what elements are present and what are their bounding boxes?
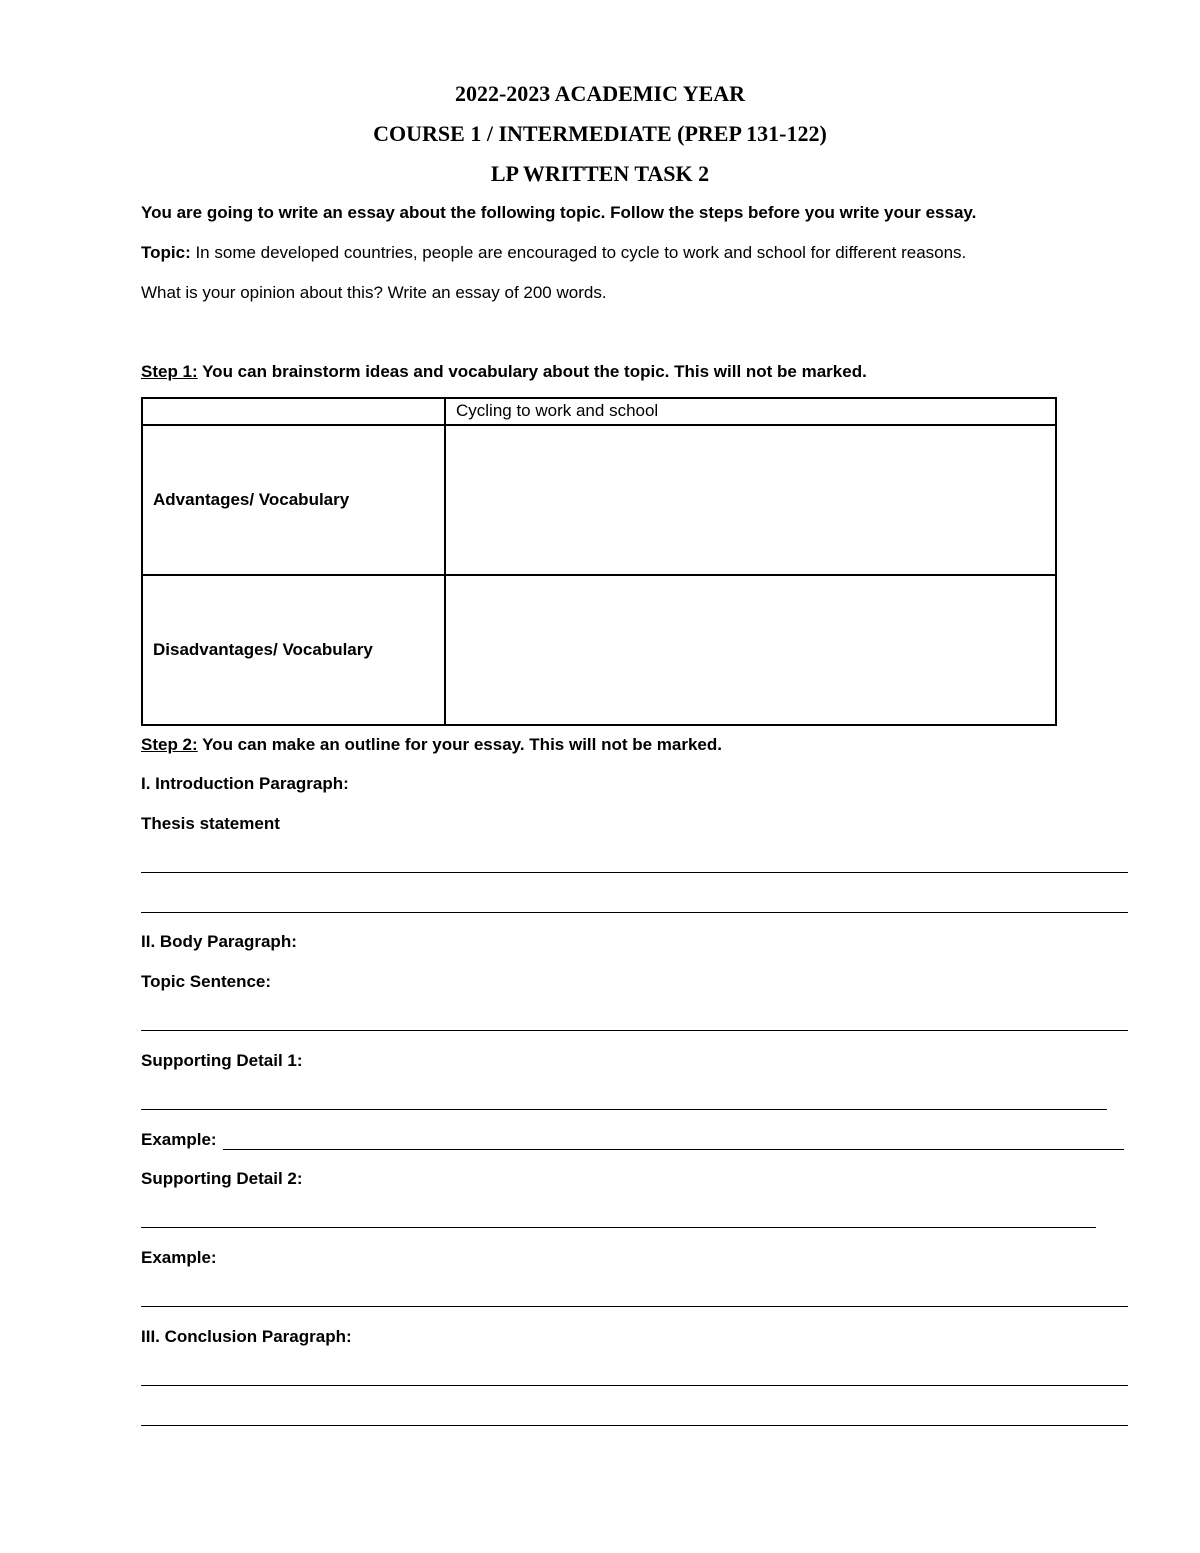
conclusion-answer-line-1[interactable]: [141, 1385, 1128, 1386]
topic-line: [141, 242, 966, 264]
conclusion-answer-line-2[interactable]: [141, 1425, 1128, 1426]
topic-sentence-answer-line[interactable]: [141, 1030, 1128, 1031]
example-2-label: Example:: [141, 1248, 217, 1267]
intro-paragraph-heading: I. Introduction Paragraph:: [141, 774, 349, 793]
header-task: LP WRITTEN TASK 2: [490, 161, 710, 186]
disadvantages-answer-cell[interactable]: [445, 575, 1056, 725]
step1-text: You can brainstorm ideas and vocabulary about the topic. This will not be marked.: [197, 362, 867, 381]
topic-text-2: What is your opinion about this? Write an essay of 200 words.: [141, 283, 607, 302]
step1-label: Step 1:: [141, 362, 198, 381]
thesis-answer-line-1[interactable]: [141, 872, 1128, 873]
example-2-answer-line[interactable]: [141, 1306, 1128, 1307]
thesis-label: Thesis statement: [141, 814, 280, 833]
step2-text: You can make an outline for your essay. This will not be marked.: [197, 735, 722, 754]
body-paragraph-heading: II. Body Paragraph:: [141, 932, 297, 951]
supporting-detail-2-answer-line[interactable]: [141, 1227, 1096, 1228]
brainstorm-table: [141, 397, 1057, 726]
step2-label: Step 2:: [141, 735, 198, 754]
advantages-answer-cell[interactable]: [445, 425, 1056, 575]
supporting-detail-1-answer-line[interactable]: [141, 1109, 1107, 1110]
step1-line: [141, 361, 867, 383]
advantages-label: Advantages/ Vocabulary: [142, 425, 445, 575]
topic-sentence-label: Topic Sentence:: [141, 972, 272, 991]
disadvantages-label: Disadvantages/ Vocabulary: [142, 575, 445, 725]
step2-line: [141, 734, 722, 756]
example-1-label: Example:: [141, 1130, 217, 1149]
instruction-text: You are going to write an essay about the following topic. Follow the steps before you write your essay.: [141, 203, 977, 222]
supporting-detail-1-label: Supporting Detail 1:: [141, 1051, 303, 1070]
table-row: [142, 575, 1056, 725]
example-1-answer-line[interactable]: [223, 1149, 1124, 1150]
table-row: [142, 425, 1056, 575]
header-year: 2022-2023 ACADEMIC YEAR: [454, 81, 746, 106]
conclusion-paragraph-heading: III. Conclusion Paragraph:: [141, 1327, 352, 1346]
thesis-answer-line-2[interactable]: [141, 912, 1128, 913]
table-header-empty-cell: [142, 398, 445, 425]
table-column-header: Cycling to work and school: [445, 398, 1056, 425]
supporting-detail-2-label: Supporting Detail 2:: [141, 1169, 303, 1188]
topic-text: In some developed countries, people are encouraged to cycle to work and school for different reasons.: [190, 243, 967, 262]
header-course: COURSE 1 / INTERMEDIATE (PREP 131-122): [373, 121, 827, 146]
table-header-row: [142, 398, 1056, 425]
topic-label: Topic:: [141, 243, 191, 262]
